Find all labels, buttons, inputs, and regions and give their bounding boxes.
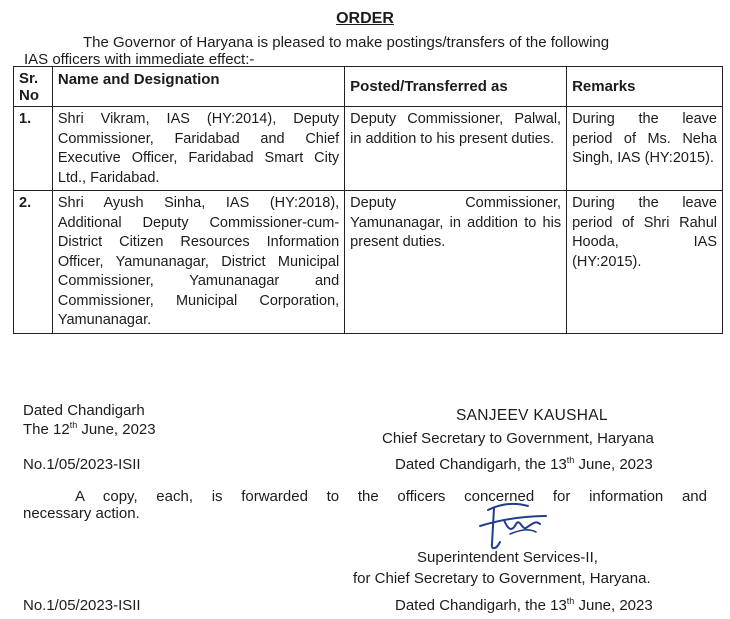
- postings-table: [13, 66, 723, 334]
- signer-title: Chief Secretary to Government, Haryana: [382, 430, 654, 447]
- superintendent-title: Superintendent Services-II,: [417, 549, 598, 566]
- copy-forward-line-2: necessary action.: [23, 505, 140, 522]
- header-name-designation: Name and Designation: [52, 67, 344, 107]
- row-posted-as: Deputy Commissioner, Yamunanagar, in addition to his present duties.: [345, 191, 567, 334]
- copy-forward-line-1: A copy, each, is forwarded to the officers concerned for information and: [75, 488, 707, 505]
- intro-line-1: The Governor of Haryana is pleased to make postings/transfers of the following: [83, 34, 610, 51]
- table-header-row: [14, 67, 723, 107]
- reference-number-2: No.1/05/2023-ISII: [23, 597, 141, 614]
- reference-number: No.1/05/2023-ISII: [23, 456, 141, 473]
- table-row: [14, 191, 723, 334]
- header-posted-transferred: Posted/Transferred as: [345, 67, 567, 107]
- row-name-designation: Shri Ayush Sinha, IAS (HY:2018), Additional Deputy Commissioner-cum-District Citizen Resources Information Officer, Yamunanagar, District Municipal Commissioner, Yamunanagar and Commissioner, Municipal Corporation, Yamunanagar.: [52, 191, 344, 334]
- table-row: [14, 107, 723, 191]
- row-posted-as: Deputy Commissioner, Palwal, in addition to his present duties.: [345, 107, 567, 191]
- header-remarks: Remarks: [567, 67, 723, 107]
- row-sr-no: 1.: [14, 107, 53, 191]
- row-remarks: During the leave period of Shri Rahul Hooda, IAS (HY:2015).: [567, 191, 723, 334]
- row-sr-no: 2.: [14, 191, 53, 334]
- dated-place: Dated Chandigarh: [23, 402, 145, 419]
- dated-line-2: Dated Chandigarh, the 13th June, 2023: [395, 596, 653, 614]
- signer-name: SANJEEV KAUSHAL: [456, 407, 608, 424]
- order-title: ORDER: [336, 10, 394, 27]
- row-remarks: During the leave period of Ms. Neha Singh, IAS (HY:2015).: [567, 107, 723, 191]
- row-name-designation: Shri Vikram, IAS (HY:2014), Deputy Commissioner, Faridabad and Chief Executive Officer, Faridabad Smart City Ltd., Faridabad.: [52, 107, 344, 191]
- for-chief-secretary: for Chief Secretary to Government, Haryana.: [353, 570, 651, 587]
- intro-line-2: IAS officers with immediate effect:-: [24, 51, 255, 68]
- header-sr-no: Sr. No: [14, 67, 53, 107]
- dated-date: The 12th June, 2023: [23, 420, 156, 438]
- handwritten-signature: [470, 490, 560, 556]
- dated-line: Dated Chandigarh, the 13th June, 2023: [395, 455, 653, 473]
